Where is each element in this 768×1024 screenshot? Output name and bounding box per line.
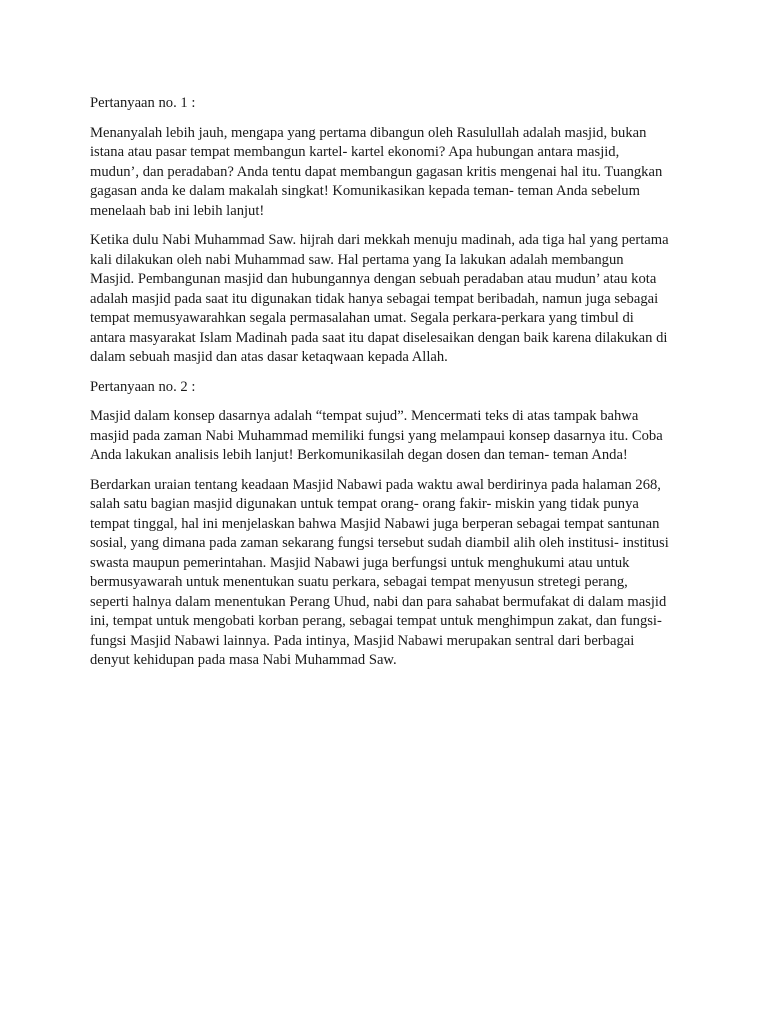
answer-1-text: Ketika dulu Nabi Muhammad Saw. hijrah dari mekkah menuju madinah, ada tiga hal yang pertama kali dilakukan oleh nabi Muhammad saw. Hal pertama yang Ia lakukan adalah membangun Masjid. Pembangunan masjid dan hubungannya dengan sebuah peradaban atau mudun’ atau kota adalah masjid pada saat itu digunakan tidak hanya sebagai tempat beribadah, namun juga sebagai tempat memusyawarahkan segala permasalahan umat. Segala perkara-perkara yang timbul di antara masyarakat Islam Madinah pada saat itu dapat diselesaikan dengan baik karena dilakukan di dalam sebuah masjid dan atas dasar ketaqwaan kepada Allah. xyxy=(90,232,669,365)
answer-2-text: Berdarkan uraian tentang keadaan Masjid Nabawi pada waktu awal berdirinya pada halaman 268, salah satu bagian masjid digunakan untuk tempat orang- orang fakir- miskin yang tidak punya tempat tinggal, hal ini menjelaskan bahwa Masjid Nabawi juga berperan sebagai tempat santunan sosial, yang dimana pada zaman sekarang fungsi tersebut sudah diambil alih oleh institusi- institusi swasta maupun pemerintahan. Masjid Nabawi juga berfungsi untuk menghukumi atau untuk bermusyawarah untuk menentukan suatu perkara, sebagai tempat menyusun stretegi perang, seperti halnya dalam menentukan Perang Uhud, nabi dan para sahabat bermufakat di dalam masjid ini, tempat untuk mengobati korban perang, sebagai tempat untuk menghimpun zakat, dan fungsi- fungsi Masjid Nabawi lainnya. Pada intinya, Masjid Nabawi merupakan sentral dari berbagai denyut kehidupan pada masa Nabi Muhammad Saw. xyxy=(90,476,669,668)
question-2-heading: Pertanyaan no. 2 : xyxy=(90,378,196,395)
document-body xyxy=(90,94,670,681)
question-1-heading: Pertanyaan no. 1 : xyxy=(90,95,196,111)
question-1-text: Menanyalah lebih jauh, mengapa yang pertama dibangun oleh Rasulullah adalah masjid, bukan istana atau pasar tempat membangun kartel- kartel ekonomi? Apa hubungan antara masjid, mudun’, dan peradaban? Anda tentu dapat membangun gagasan kritis mengenai hal itu. Tuangkan gagasan anda ke dalam makalah singkat! Komunikasikan kepada teman- teman Anda sebelum menelaah bab ini lebih lanjut! xyxy=(90,124,663,219)
question-2-text: Masjid dalam konsep dasarnya adalah “tempat sujud”. Mencermati teks di atas tampak bahwa masjid pada zaman Nabi Muhammad memiliki fungsi yang melampaui konsep dasarnya itu. Coba Anda lakukan analisis lebih lanjut! Berkomunikasilah degan dosen dan teman- teman Anda! xyxy=(90,408,663,463)
